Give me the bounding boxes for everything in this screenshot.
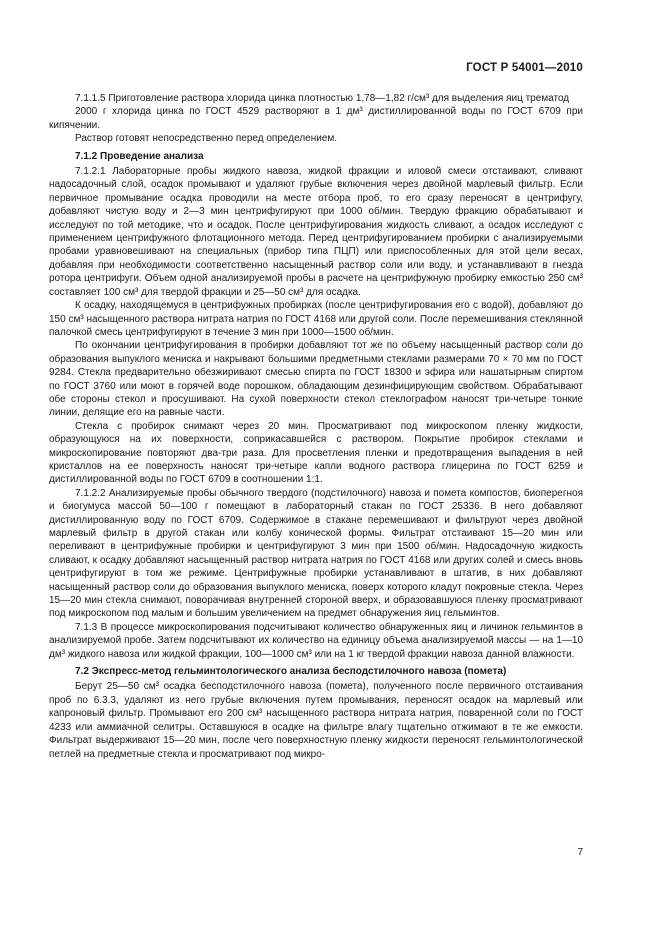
paragraph-7-1-1-5-title: 7.1.1.5 Приготовление раствора хлорида цинка плотностью 1,78—1,82 г/см³ для выделения яиц трематод: [75, 93, 570, 104]
paragraph-glass-removal: Стекла с пробирок снимают через 20 мин. Просматривают под микроскопом пленку жидкости, образующуюся на их поверхности, соприкасавшейся с раствором. Покрытие пробирок стеклами и микроскопирование повторяют два-три раза. Для просветления пленки и предотвращения выпадения в ней кристаллов на ее поверхность наносят три-четыре капли водного раствора глицерина по ГОСТ 6259 и дистиллированной воды по ГОСТ 6709 в соотношении 1:1.: [49, 420, 583, 486]
paragraph-7-1-2-2: 7.1.2.2 Анализируемые пробы обычного твердого (подстилочного) навоза и помета компостов, биоперегноя и биогумуса массой 50—100 г помещают в лабораторный стакан по ГОСТ 25336. В него добавляют дистиллированную воду по ГОСТ 6709. Содержимое в стакане перемешивают и фильтруют через двойной марлевый фильтр в другой стакан или колбу конической формы. Фильтрат отстаивают 15—20 мин или переливают в центрифужные пробирки и центрифугируют 3 мин при 1500 об/мин. Надосадочную жидкость сливают, к осадку добавляют насыщенный раствор нитрата натрия по ГОСТ 4168 или других солей и смесь вновь центрифугируют в том же режиме. Центрифужные пробирки устанавливают в штатив, в них добавляют насыщенный раствор соли до образования выпуклого мениска, поверх которого кладут покровные стекла. Через 15—20 мин стекла снимают, поворачивая внутренней стороной вверх, и образовавшуюся пленку просматривают под микроскопом под малым и большим увеличением на предмет обнаружения яиц гельминтов.: [49, 487, 583, 620]
paragraph-solution-prep: Раствор готовят непосредственно перед определением.: [75, 133, 338, 145]
paragraph-sediment: К осадку, находящемуся в центрифужных пробирках (после центрифугирования его с водой), добавляют до 150 см³ насыщенного раствора нитрата натрия по ГОСТ 4168 или другой соли. После перемешивания стеклянной палочкой смесь центрифугируют в течение 3 мин при 1000—1500 об/мин.: [49, 300, 583, 338]
section-heading-7-2: 7.2 Экспресс-метод гельминтологического анализа бесподстилочного навоза (помета): [75, 666, 507, 678]
standard-designation: ГОСТ Р 54001—2010: [466, 62, 583, 74]
paragraph-express-method: Берут 25—50 см³ осадка бесподстилочного навоза (помета), полученного после первичного отстаивания проб по 6.3.3, удаляют из него грубые включения путем промывания, переносят осадок на марлевый или капроновый фильтр. Промывают его 200 см³ насыщенного раствора нитрата натрия, поваренной соли по ГОСТ 4233 или аммиачной селитры. Оставшуюся в осадке на фильтре влагу тщательно отжимают в те же емкости. Фильтрат выдерживают 15—20 мин, после чего поверхностную пленку жидкости переносят гельминтологической петлей на предметные стекла и просматривают под микро-: [49, 681, 583, 760]
paragraph-7-1-2-1: 7.1.2.1 Лабораторные пробы жидкого навоза, жидкой фракции и иловой смеси отстаивают, сливают надосадочный слой, осадок промывают и удаляют грубые включения через двойной марлевый фильтр. Если первичное промывание осадка проводили на месте отбора проб, то его сразу переносят в центрифугу, добавляют чистую воду и 2—3 мин центрифугируют при 1000 об/мин. Твердую фракцию обрабатывают и исследуют по той методике, что и осадок. После центрифугирования жидкость сливают, а осадок исследуют с применением центрифужного флотационного метода. Перед центрифугированием пробирки с анализируемыми пробами уравновешивают на специальных (прибор типа ПЦП) или приспособленных для этой цели весах, добавляя при необходимости соответственно насыщенный раствор соли или воду, и устанавливают в гнезда ротора центрифуги. Объем одной анализируемой пробы в расчете на центрифужную пробирку емкостью 250 см³ составляет 100 см³ для твердой фракции и 25—50 см³ для осадка.: [49, 166, 583, 298]
page-number: 7: [577, 847, 583, 858]
paragraph-centrifugation-end: По окончании центрифугирования в пробирки добавляют тот же по объему насыщенный раствор соли до образования выпуклого мениска и накрывают большими предметными стеклами размерами 70 × 70 мм по ГОСТ 9284. Стекла предварительно обезжиривают смесью спирта по ГОСТ 18300 и эфира или нашатырным спиртом по ГОСТ 3760 или моют в горячей воде порошком, обладающим дезинфицирующим свойством. Обрабатывают обе стороны стекол и просушивают. На сухой поверхности стекол стеклографом наносят три-четыре тонкие линии, делящие его на равные части.: [49, 340, 583, 419]
paragraph-7-1-3: 7.1.3 В процессе микроскопирования подсчитывают количество обнаруженных яиц и личинок гельминтов в анализируемой пробе. Затем подсчитывают их количество на единицу объема анализируемой массы — на 1—10 дм³ жидкого навоза или жидкой фракции, 100—1000 см³ или на 1 кг твердой фракции навоза данной влажности.: [49, 621, 583, 660]
paragraph-zinc-chloride: 2000 г хлорида цинка по ГОСТ 4529 растворяют в 1 дм³ дистиллированной воды по ГОСТ 6709 при кипячении.: [49, 106, 583, 131]
document-body: [49, 92, 583, 761]
section-heading-7-1-2: 7.1.2 Проведение анализа: [75, 150, 204, 162]
document-page: [49, 0, 583, 935]
